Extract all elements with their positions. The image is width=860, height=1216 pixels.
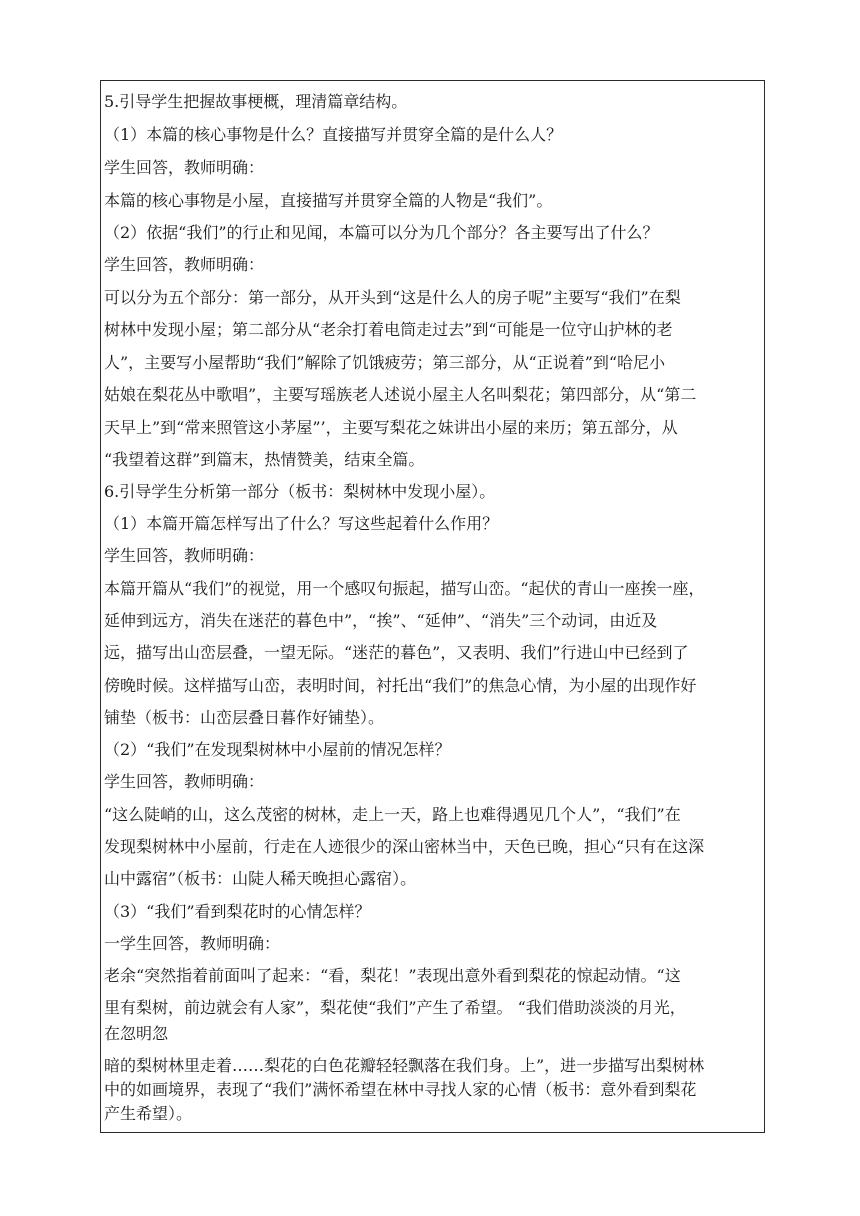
text-line: “我望着这群”到篇末，热情赞美，结束全篇。 xyxy=(104,450,425,469)
text-line: 产生希望）。 xyxy=(104,1104,193,1123)
text-line: 天早上”到“常来照管这小茅屋”’，主要写梨花之妹讲出小屋的来历；第五部分，从 xyxy=(104,418,678,437)
text-line: 铺垫（板书：山峦层叠日暮作好铺垫）。 xyxy=(104,708,385,727)
text-line: 本篇开篇从“我们”的视觉，用一个感叹句振起，描写山峦。“起伏的青山一座挨一座， xyxy=(104,579,705,598)
text-line: （2）“我们”在发现梨树林中小屋前的情况怎样？ xyxy=(104,740,451,759)
text-line: （2）依据“我们”的行止和见闻，本篇可以分为几个部分？各主要写出了什么？ xyxy=(104,223,659,242)
text-line: 本篇的核心事物是小屋，直接描写并贯穿全篇的人物是“我们”。 xyxy=(104,191,553,210)
text-line: （1）本篇的核心事物是什么？直接描写并贯穿全篇的是什么人？ xyxy=(104,125,563,144)
text-line: （1）本篇开篇怎样写出了什么？写这些起着什么作用？ xyxy=(104,514,499,533)
text-line: 学生回答，教师明确： xyxy=(104,158,265,177)
text-line: 中的如画境界，表现了“我们”满怀希望在林中寻找人家的心情（板书：意外看到梨花 xyxy=(104,1080,697,1099)
text-line: 学生回答，教师明确： xyxy=(104,546,265,565)
text-line: 暗的梨树林里走着……梨花的白色花瓣轻轻飘落在我们身。上”，进一步描写出梨树林 xyxy=(104,1056,705,1075)
text-line: 学生回答，教师明确： xyxy=(104,255,265,274)
text-line: 学生回答，教师明确： xyxy=(104,772,265,791)
text-line: 5.引导学生把握故事梗概，理清篇章结构。 xyxy=(104,92,408,111)
text-line: 里有梨树，前边就会有人家”，梨花使“我们”产生了希望。 “我们借助淡淡的月光， xyxy=(104,998,686,1017)
text-line: 老余“突然指着前面叫了起来：“看，梨花！”表现出意外看到梨花的惊起动情。“这 xyxy=(104,966,681,985)
text-line: （3）“我们”看到梨花时的心情怎样？ xyxy=(104,902,371,921)
text-line: 发现梨树林中小屋前，行走在人迹很少的深山密林当中，天色已晚，担心“只有在这深 xyxy=(104,837,705,856)
text-line: 树林中发现小屋；第二部分从“老余打着电筒走过去”到“可能是一位守山护林的老 xyxy=(104,320,673,339)
text-line: 远，描写出山峦层叠，一望无际。“迷茫的暮色”，又表明、我们”行进山中已经到了 xyxy=(104,643,689,662)
text-line: 在忽明忽 xyxy=(104,1024,169,1043)
text-line: 可以分为五个部分：第一部分，从开头到“这是什么人的房子呢”主要写“我们”在梨 xyxy=(104,288,681,307)
text-line: “这么陡峭的山，这么茂密的树林，走上一天，路上也难得遇见几个人”，“我们”在 xyxy=(104,805,681,824)
text-line: 傍晚时候。这样描写山峦，表明时间，衬托出“我们”的焦急心情，为小屋的出现作好 xyxy=(104,676,697,695)
text-line: 姑娘在梨花丛中歌唱”，主要写瑶族老人述说小屋主人名叫梨花；第四部分，从“第二 xyxy=(104,385,697,404)
text-line: 延伸到远方，消失在迷茫的暮色中”，“挨”、“延伸”、“消失”三个动词，由近及 xyxy=(104,611,658,630)
text-line: 6.引导学生分析第一部分（板书：梨树林中发现小屋）。 xyxy=(104,482,496,501)
text-line: 山中露宿”（板书：山陡人稀天晚担心露宿）。 xyxy=(104,869,417,888)
text-line: 人”，主要写小屋帮助“我们”解除了饥饿疲劳；第三部分，从“正说着”到“哈尼小 xyxy=(104,353,666,372)
text-line: 一学生回答，教师明确： xyxy=(104,934,281,953)
